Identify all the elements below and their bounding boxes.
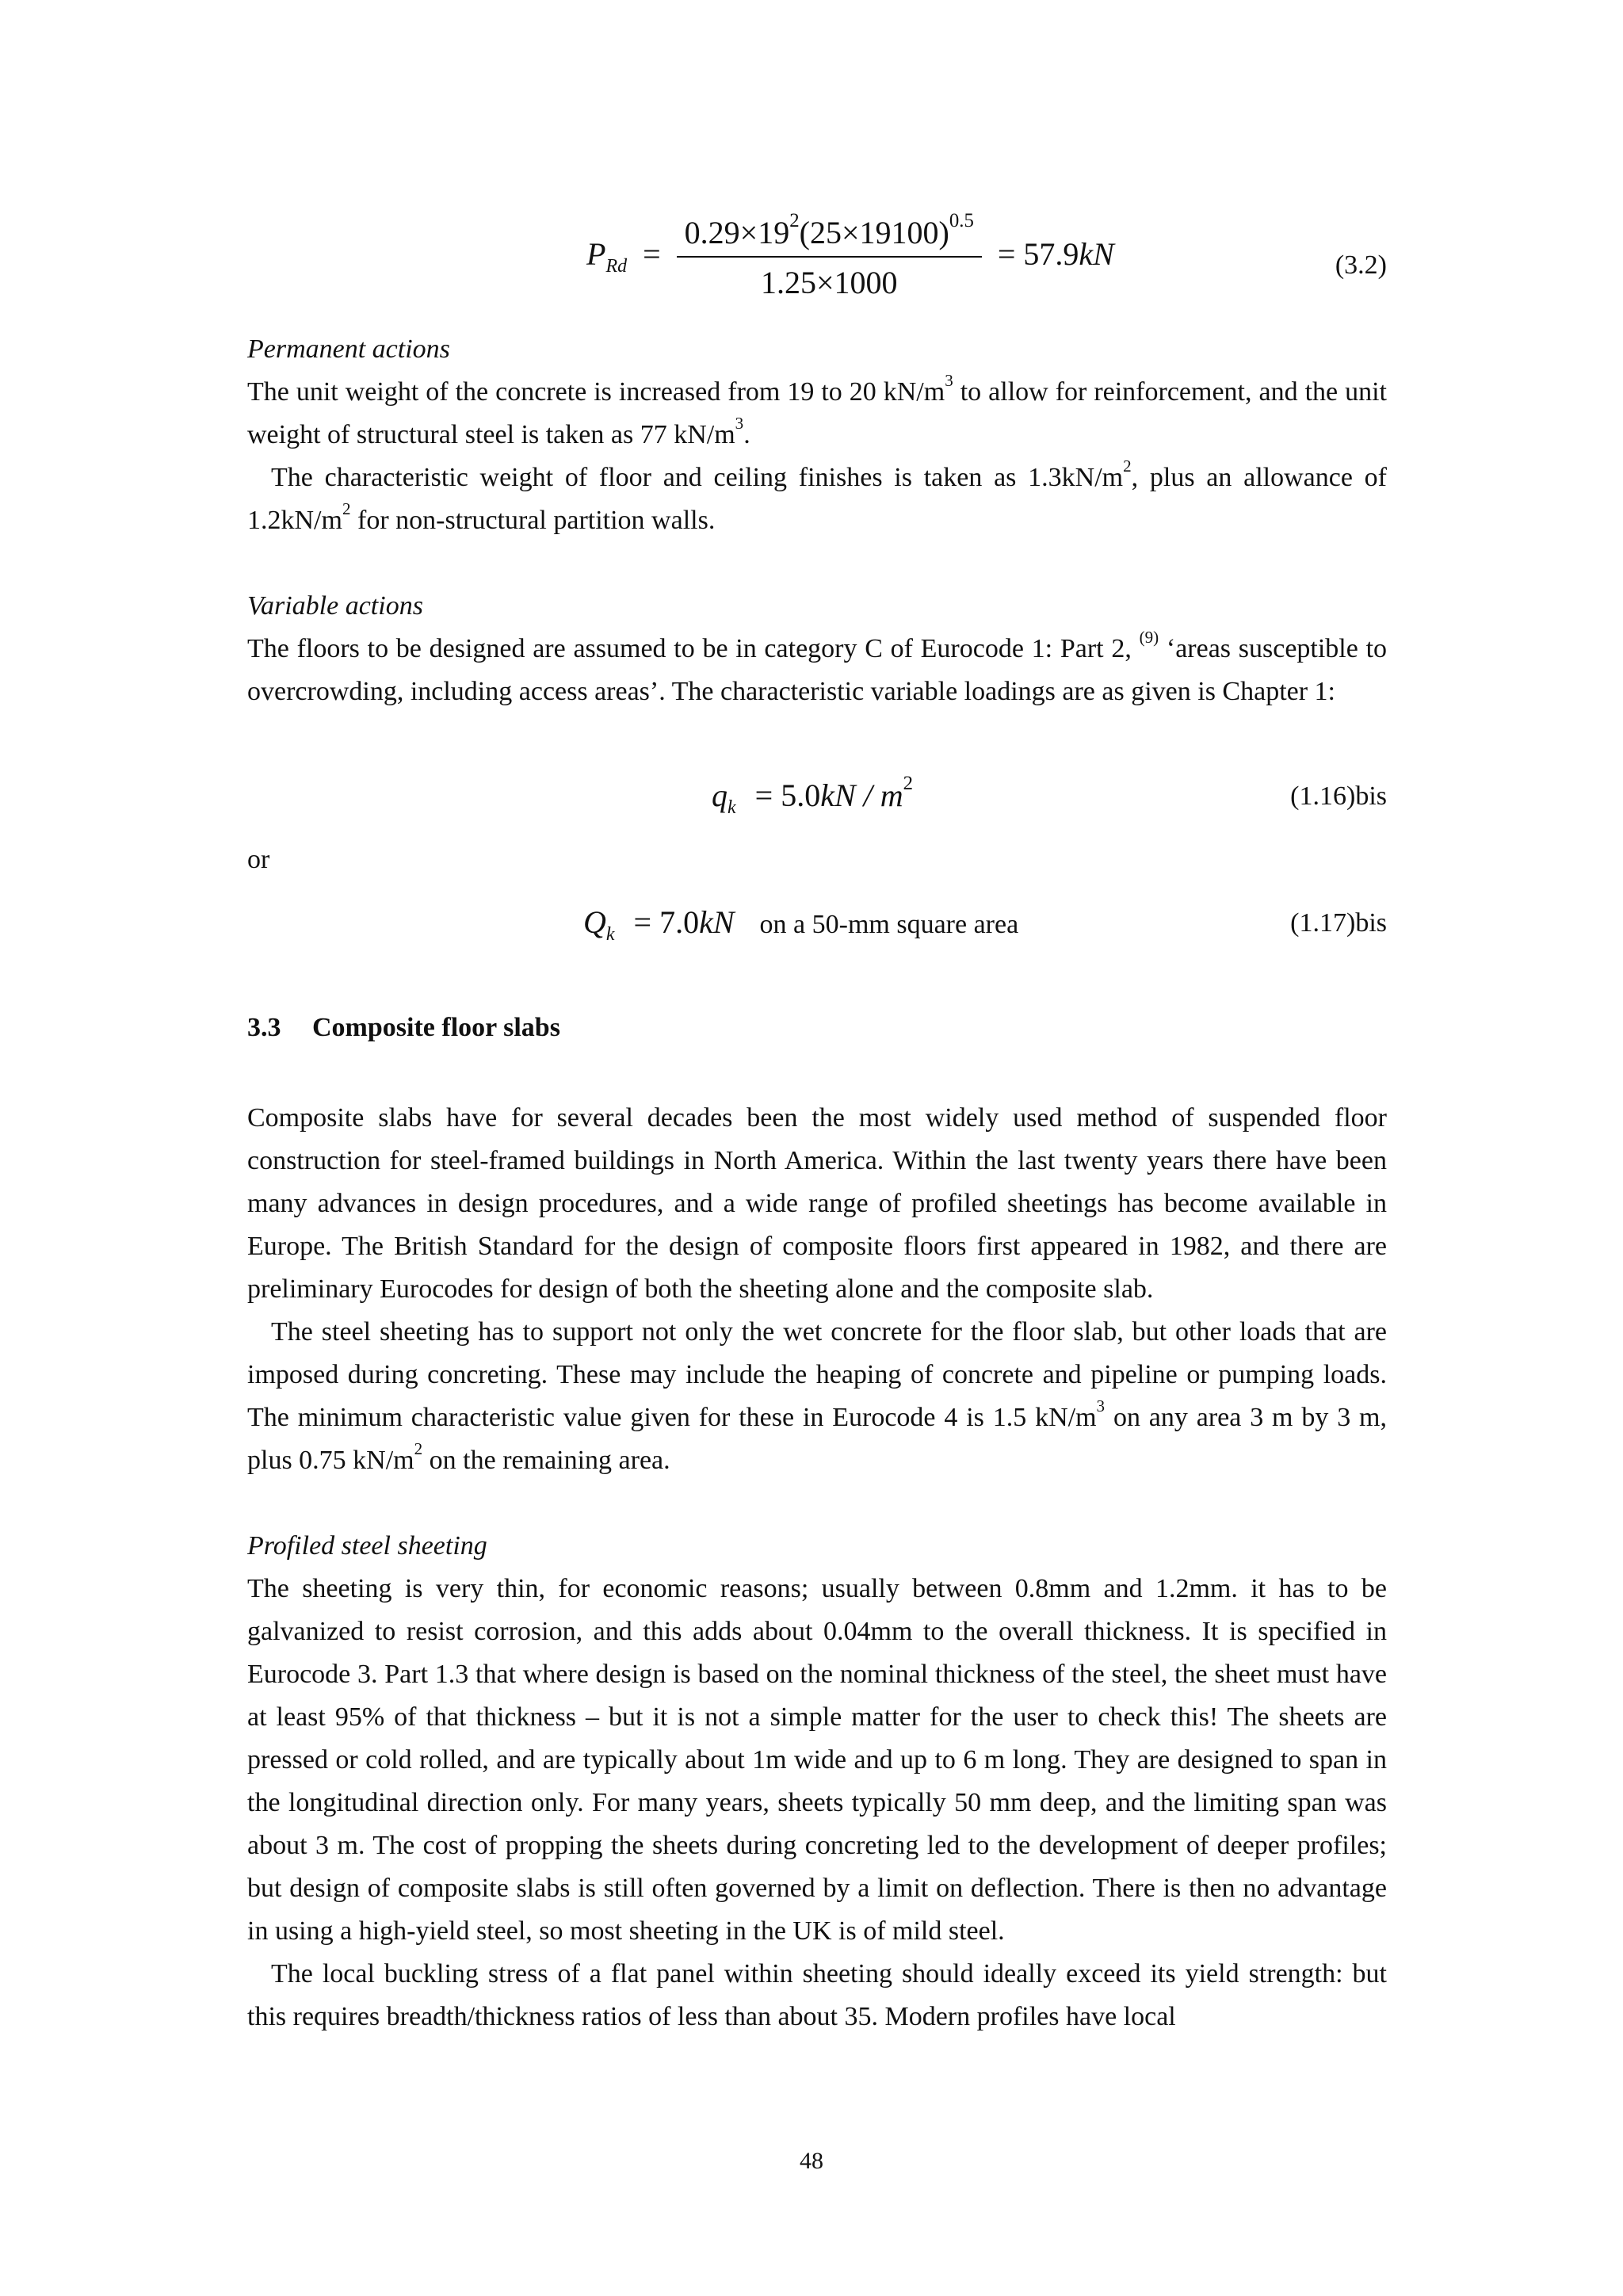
section-number: 3.3: [247, 1013, 281, 1042]
profiled-steel-heading: Profiled steel sheeting: [247, 1531, 487, 1561]
equation-number-1-17: (1.17)bis: [1290, 908, 1387, 938]
variable-actions-heading: Variable actions: [247, 591, 423, 621]
eq-1-17-note: on a 50-mm square area: [759, 910, 1019, 939]
equation-1-16: [712, 772, 914, 818]
permanent-paragraph-1: The unit weight of the concrete is increased from 19 to 20 $kN/m^3$ to allow for reinforcement, and the unit weight of structural steel is taken as 77 $kN/m^3$.: [247, 371, 1387, 449]
equation-3-2: [586, 209, 1114, 301]
composite-slabs-section: [247, 1097, 1387, 1482]
variable-paragraph: The floors to be designed are assumed to be in category C of Eurocode 1: Part 2, $^{(9)}$ ‘areas susceptible to overcrowding, including access areas’. The characteristic variable loadings are as given is Chapter 1:: [247, 628, 1388, 706]
eq-1-16-sup: 2: [903, 772, 914, 794]
eq-result-unit: kN: [1079, 236, 1114, 273]
eq-1-16-expr: = 5.0: [754, 777, 821, 813]
eq-result: = 57.9: [997, 236, 1079, 273]
eq-denominator: 1.25×1000: [760, 265, 898, 300]
composite-paragraph-1: Composite slabs have for several decades been the most widely used method of suspended floor construction for steel-framed buildings in North America. Within the last twenty years there have been many advances in design procedures, and a wide range of profiled sheetings has become available in Europe. The British Standard for the design of composite floors first appeared in 1982, and there are preliminary Eurocodes for design of both the sheeting alone and the composite slab.: [247, 1103, 1387, 1304]
eq-numerator-sup1: 2: [789, 209, 800, 231]
eq-numerator-sup2: 0.5: [949, 209, 974, 231]
page-number: 48: [800, 2148, 823, 2174]
section-title: Composite floor slabs: [312, 1013, 560, 1042]
equation-1-17: [583, 904, 1019, 945]
profiled-paragraph-2: The local buckling stress of a flat panel within sheeting should ideally exceed its yield strength: but this requires breadth/thickness ratios of less than about 35. Modern profiles have local: [247, 1959, 1387, 2031]
permanent-actions-heading: Permanent actions: [247, 334, 450, 364]
permanent-actions-section: [247, 328, 1387, 542]
eq-1-17-expr: = 7.0: [633, 904, 700, 940]
eq-1-17-symbol: Q: [583, 904, 606, 940]
equation-number-1-16: (1.16)bis: [1290, 781, 1387, 811]
eq-1-17-sub: k: [605, 924, 615, 945]
variable-actions-section: [247, 585, 1387, 713]
permanent-paragraph-2: The characteristic weight of floor and ceiling finishes is taken as $1.3kN/m^2$, plus an allowance of $1.2kN/m^2$ for non-structural partition walls.: [247, 457, 1387, 535]
profiled-paragraph-1: The sheeting is very thin, for economic reasons; usually between 0.8mm and 1.2mm. it has to be galvanized to resist corrosion, and this adds about 0.04mm to the overall thickness. It is specified in Eurocode 3. Part 1.3 that where design is based on the nominal thickness of the steel, the sheet must have at least 95% of that thickness – but it is not a simple matter for the user to check this! The sheets are pressed or cold rolled, and are typically about 1m wide and up to 6 m long. They are designed to span in the longitudinal direction only. For many years, sheets typically 50 mm deep, and the limiting span was about 3 m. The cost of propping the sheets during concreting led to the development of deeper profiles; but design of composite slabs is still often governed by a limit on deflection. There is then no advantage in using a high-yield steel, so most sheeting in the UK is of mild steel.: [247, 1574, 1387, 1946]
eq-numerator-b: (25×19100): [799, 215, 949, 250]
eq-1-16-unit: kN / m: [820, 777, 903, 813]
eq-equals: =: [643, 236, 661, 273]
eq-1-17-unit: kN: [699, 904, 735, 940]
or-text: or: [247, 845, 270, 874]
eq-numerator: [677, 209, 982, 258]
profiled-steel-section: [247, 1525, 1387, 2038]
eq-numerator-a: 0.29×19: [684, 215, 790, 250]
section-heading: [247, 1013, 560, 1043]
eq-subscript: Rd: [605, 256, 628, 277]
composite-paragraph-2: The steel sheeting has to support not only the wet concrete for the floor slab, but other loads that are imposed during concreting. These may include the heaping of concrete and pipeline or pumping loads. The minimum characteristic value given for these in Eurocode 4 is 1.5 $kN/m^3$ on any area 3 m by 3 m, plus 0.75 $kN/m^2$ on the remaining area.: [247, 1317, 1387, 1475]
eq-symbol: P: [586, 236, 606, 273]
eq-1-16-symbol: q: [712, 777, 727, 813]
equation-number-3-2: (3.2): [1335, 250, 1387, 280]
eq-1-16-sub: k: [727, 797, 736, 818]
eq-fraction: [677, 209, 982, 301]
